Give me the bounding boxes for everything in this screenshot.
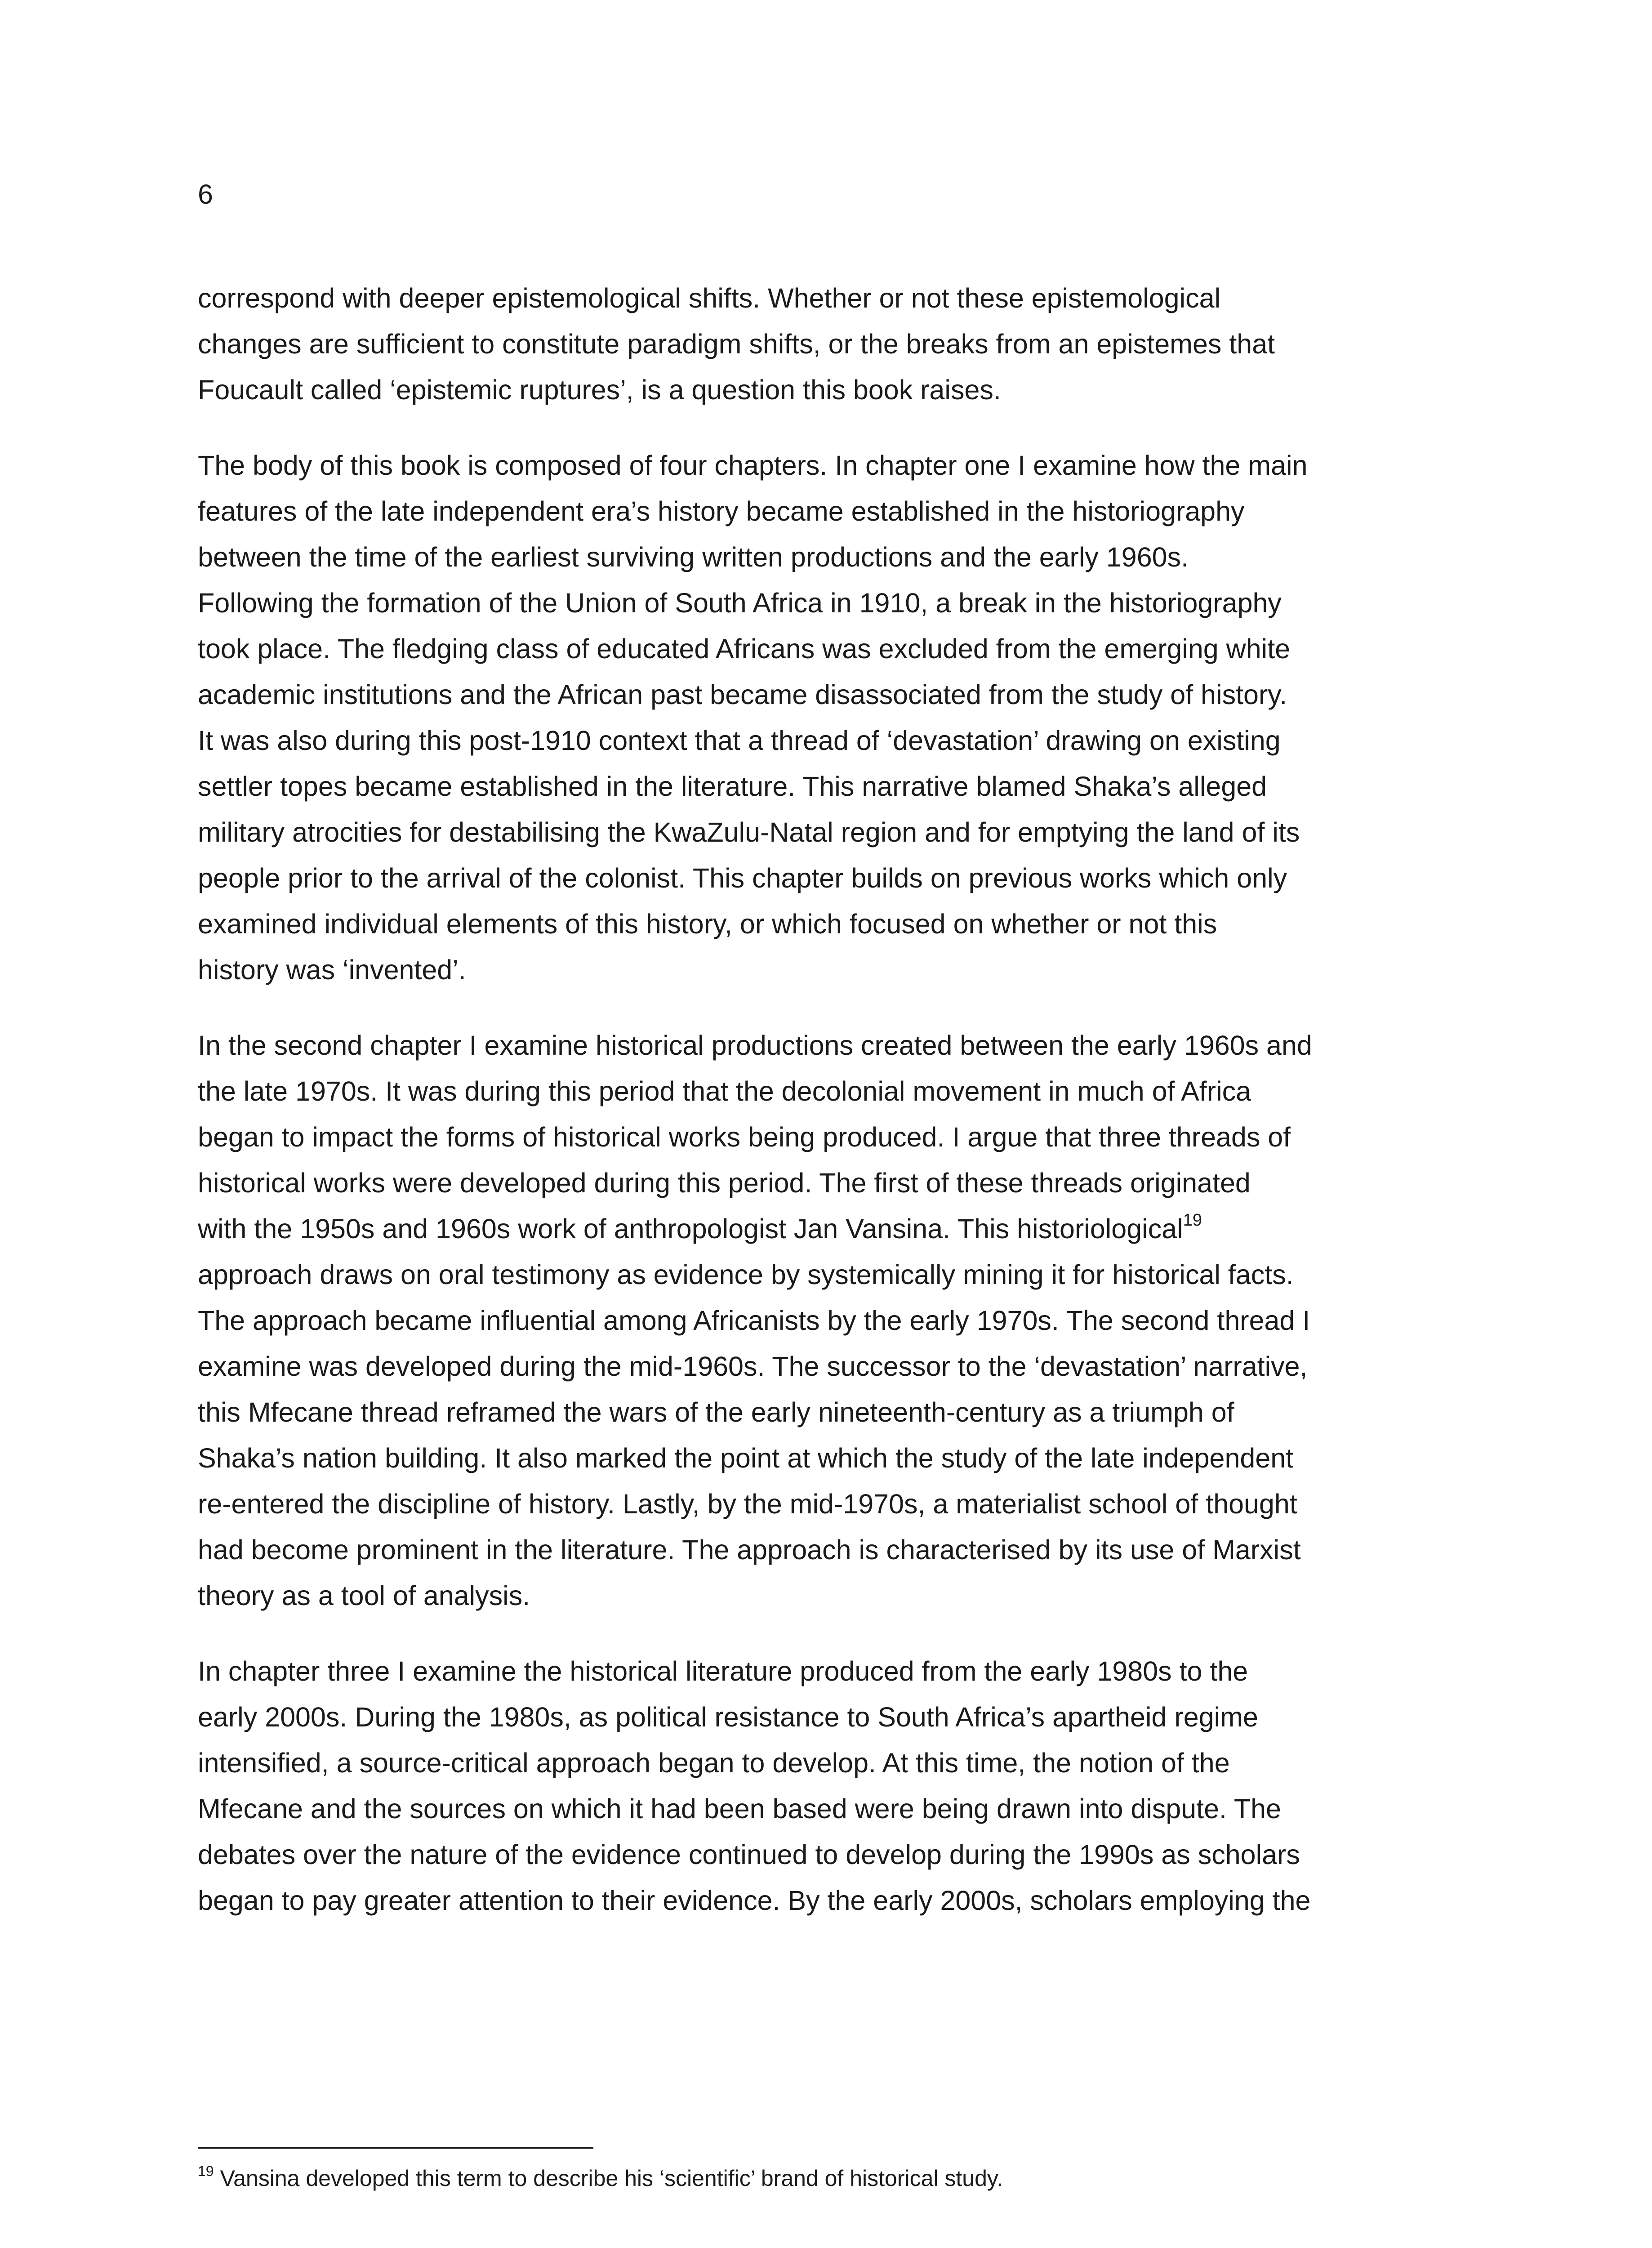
- text-line: examine was developed during the mid-1960s. The successor to the ‘devastation’ narrative,: [198, 1351, 1308, 1382]
- text-line: historical works were developed during this period. The first of these threads originated: [198, 1168, 1251, 1198]
- text-line: the late 1970s. It was during this period that the decolonial movement in much of Africa: [198, 1076, 1251, 1106]
- text-line: correspond with deeper epistemological shifts. Whether or not these epistemological: [198, 283, 1221, 313]
- text-line: Following the formation of the Union of South Africa in 1910, a break in the historiography: [198, 588, 1282, 618]
- text-line: this Mfecane thread reframed the wars of the early nineteenth-century as a triumph of: [198, 1397, 1234, 1427]
- text-line: intensified, a source-critical approach began to develop. At this time, the notion of the: [198, 1748, 1230, 1778]
- text-line: It was also during this post-1910 context that a thread of ‘devastation’ drawing on existing: [198, 725, 1281, 756]
- text-line: Foucault called ‘epistemic ruptures’, is a question this book raises.: [198, 375, 1001, 405]
- text-line: settler topes became established in the literature. This narrative blamed Shaka’s alleged: [198, 771, 1267, 802]
- text-line: took place. The fledging class of educated Africans was excluded from the emerging white: [198, 633, 1291, 664]
- text-line: between the time of the earliest surviving written productions and the early 1960s.: [198, 542, 1189, 572]
- text-line: had become prominent in the literature. The approach is characterised by its use of Marxist: [198, 1534, 1301, 1565]
- text-line: academic institutions and the African past became disassociated from the study of history.: [198, 679, 1287, 710]
- text-line-segment: with the 1950s and 1960s work of anthropologist Jan Vansina. This historiological: [198, 1213, 1183, 1244]
- text-line: examined individual elements of this history, or which focused on whether or not this: [198, 909, 1217, 939]
- paragraph-4: [198, 1648, 1465, 1923]
- text-line: history was ‘invented’.: [198, 955, 466, 985]
- text-line-with-footnote-ref: [198, 1206, 1465, 1252]
- text-line: changes are sufficient to constitute paradigm shifts, or the breaks from an epistemes that: [198, 329, 1275, 359]
- text-line: In chapter three I examine the historical literature produced from the early 1980s to the: [198, 1656, 1248, 1686]
- text-line: began to impact the forms of historical works being produced. I argue that three threads of: [198, 1122, 1291, 1152]
- text-line: theory as a tool of analysis.: [198, 1580, 530, 1611]
- text-line: people prior to the arrival of the colonist. This chapter builds on previous works which only: [198, 863, 1287, 893]
- text-line: debates over the nature of the evidence continued to develop during the 1990s as scholars: [198, 1839, 1300, 1870]
- text-line: approach draws on oral testimony as evidence by systemically mining it for historical facts.: [198, 1259, 1294, 1290]
- footnote: [198, 2163, 1465, 2194]
- text-line: The approach became influential among Africanists by the early 1970s. The second thread I: [198, 1305, 1310, 1336]
- text-line: features of the late independent era’s history became established in the historiography: [198, 496, 1245, 526]
- body-text: [198, 275, 1465, 1953]
- footnote-mark: 19: [198, 2163, 214, 2179]
- text-line: early 2000s. During the 1980s, as political resistance to South Africa’s apartheid regime: [198, 1702, 1258, 1732]
- footnote-reference-mark[interactable]: 19: [1183, 1211, 1202, 1230]
- text-line: Shaka’s nation building. It also marked the point at which the study of the late independent: [198, 1443, 1294, 1473]
- paragraph-1: [198, 275, 1465, 413]
- paragraph-3: [198, 1022, 1465, 1619]
- paragraph-2: [198, 442, 1465, 993]
- footnote-text: Vansina developed this term to describe his ‘scientific’ brand of historical study.: [214, 2166, 1003, 2191]
- text-line: military atrocities for destabilising the KwaZulu-Natal region and for emptying the land of its: [198, 817, 1300, 847]
- text-line: In the second chapter I examine historical productions created between the early 1960s and: [198, 1030, 1312, 1061]
- footnote-separator: [198, 2147, 593, 2149]
- text-line: The body of this book is composed of four chapters. In chapter one I examine how the main: [198, 450, 1308, 481]
- text-line: re-entered the discipline of history. Lastly, by the mid-1970s, a materialist school of thought: [198, 1489, 1297, 1519]
- text-line: began to pay greater attention to their evidence. By the early 2000s, scholars employing the: [198, 1885, 1311, 1916]
- text-line: Mfecane and the sources on which it had been based were being drawn into dispute. The: [198, 1793, 1281, 1824]
- page-number: 6: [198, 179, 213, 210]
